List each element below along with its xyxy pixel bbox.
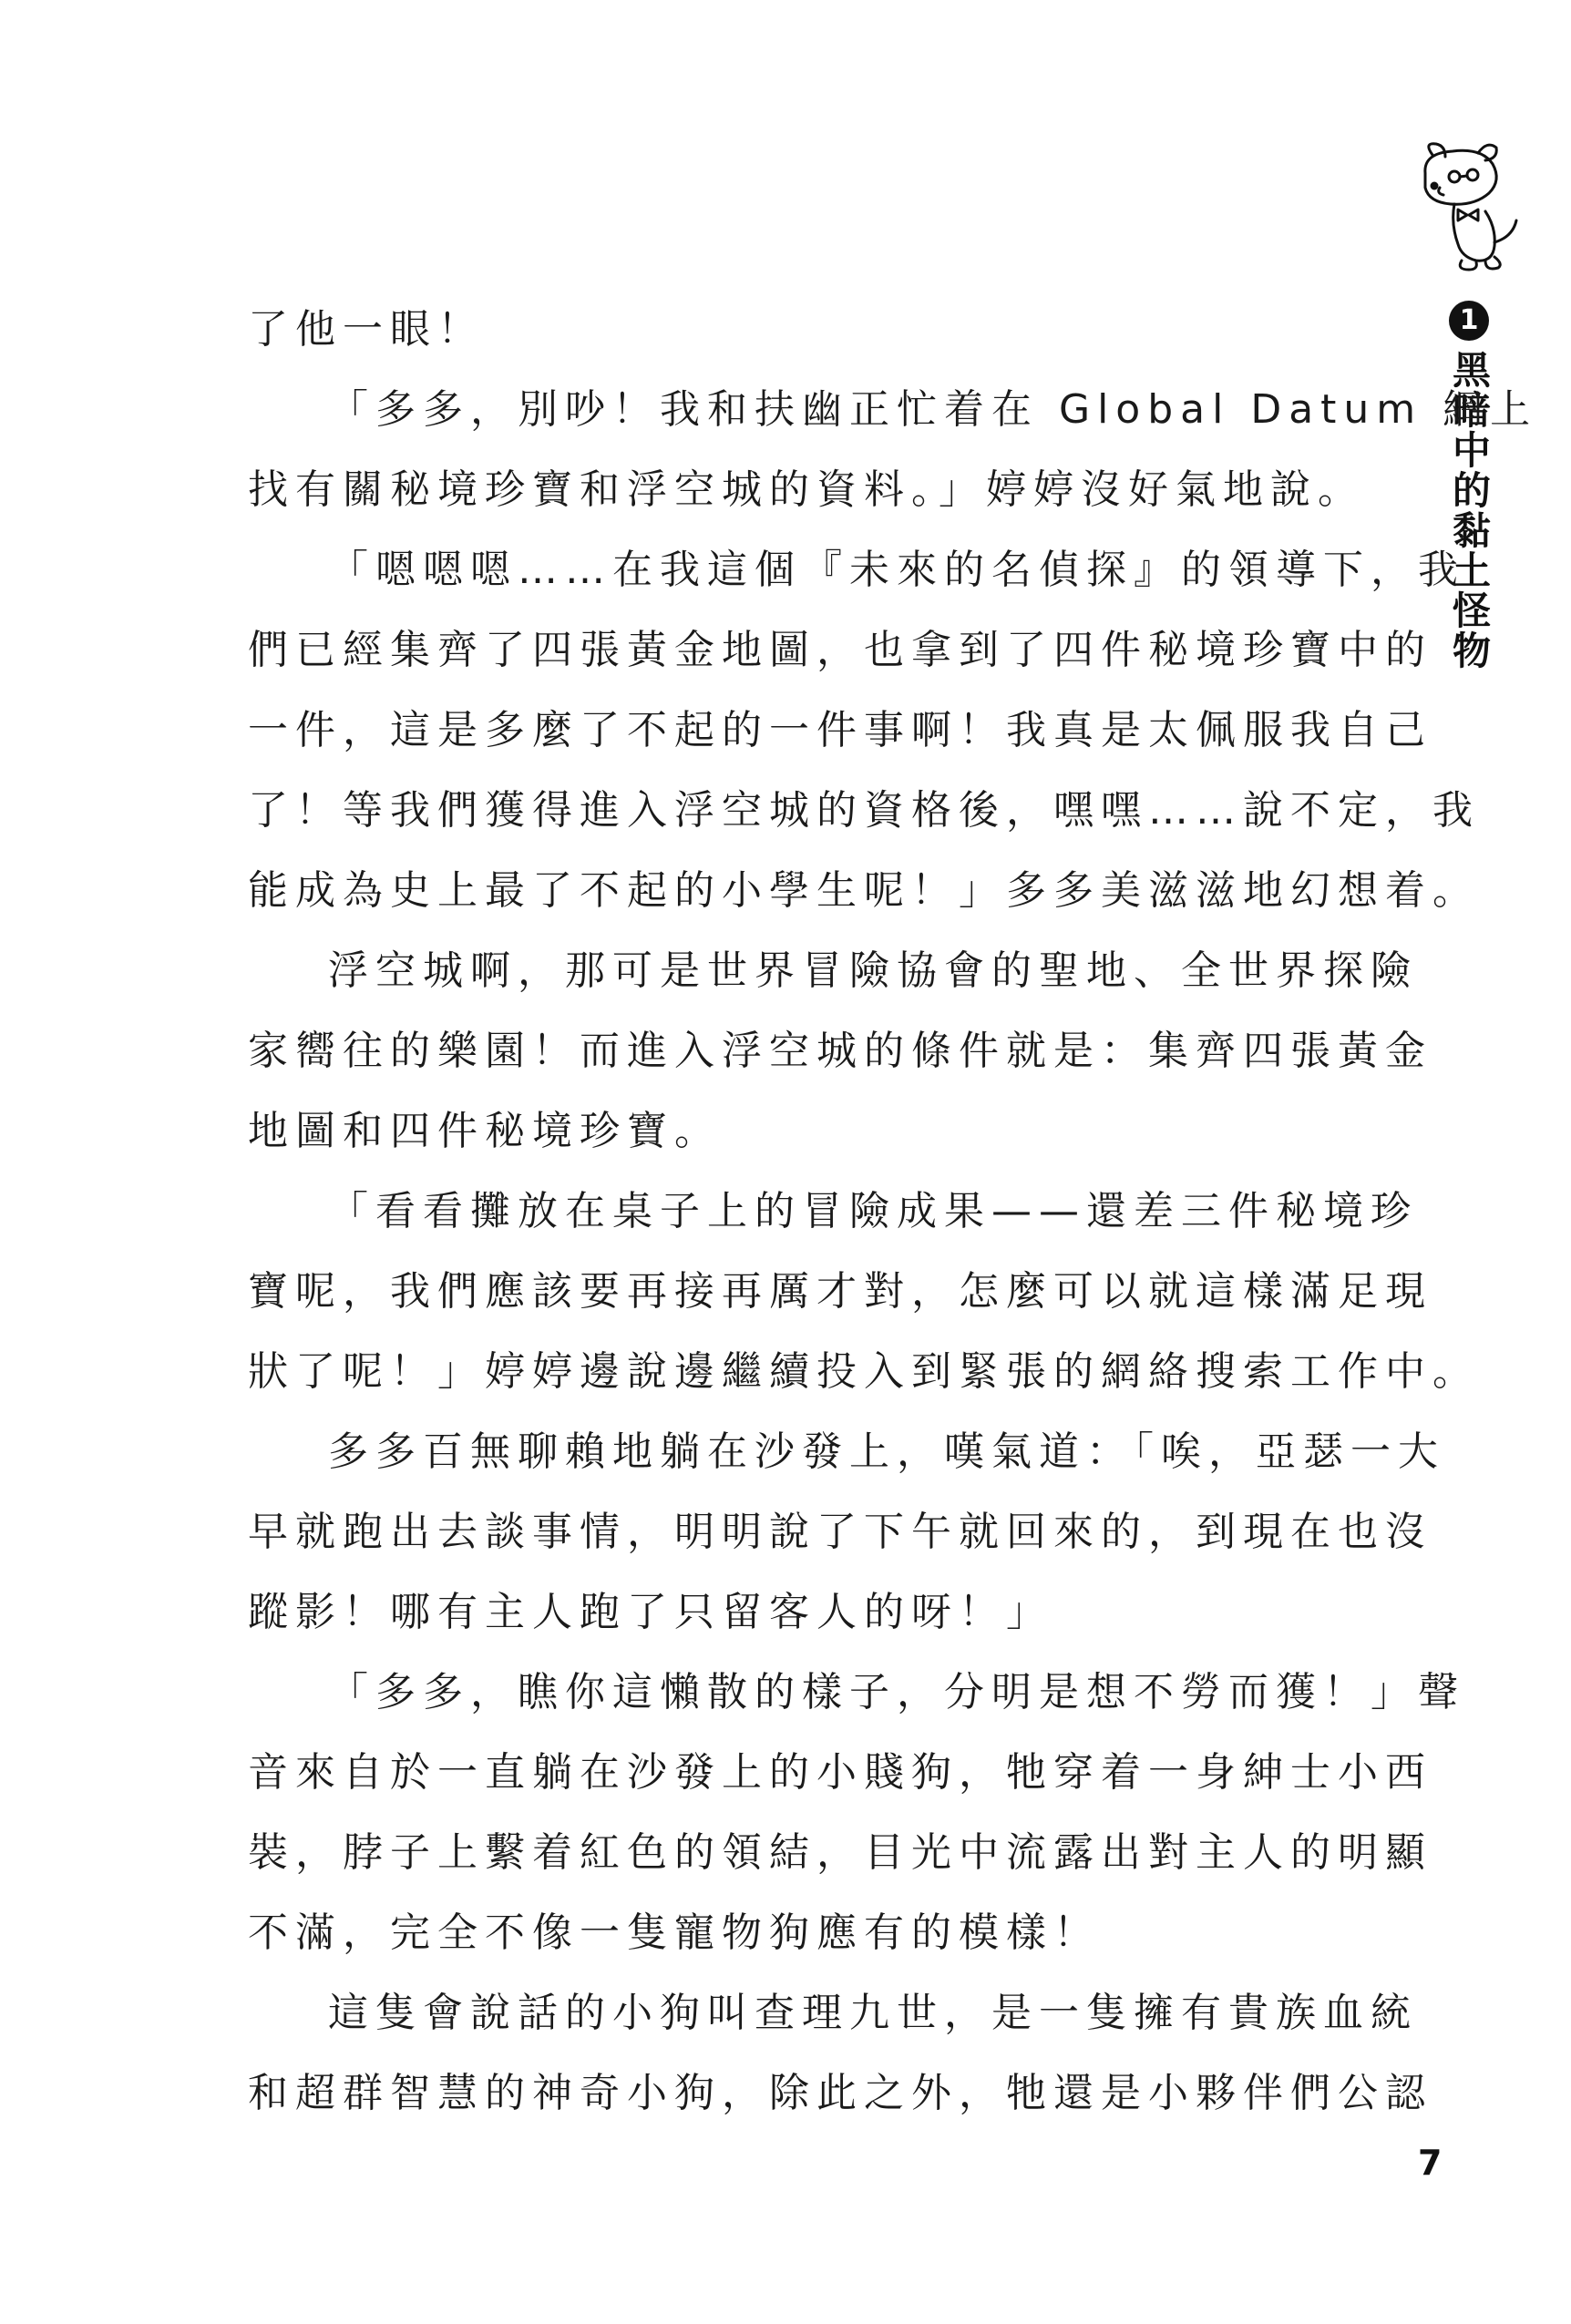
chapter-tab <box>1436 301 1502 671</box>
text-line: 了他一眼！ <box>248 306 485 353</box>
chapter-title: 黑暗中的黏土怪物 <box>1447 350 1492 671</box>
chapter-number-badge: 1 <box>1449 301 1489 341</box>
text-line: 蹤影！哪有主人跑了只留客人的呀！」 <box>248 1589 1053 1635</box>
text-line: 找有關秘境珍寶和浮空城的資料。」婷婷沒好氣地說。 <box>248 466 1365 513</box>
text-line: 地圖和四件秘境珍寶。 <box>248 1108 722 1154</box>
text-line: 一件，這是多麼了不起的一件事啊！我真是太佩服我自己 <box>248 707 1432 753</box>
text-line: 和超群智慧的神奇小狗，除此之外，牠還是小夥伴們公認 <box>248 2070 1432 2116</box>
text-line: 裝，脖子上繫着紅色的領結，目光中流露出對主人的明顯 <box>248 1829 1432 1876</box>
text-line: 們已經集齊了四張黃金地圖，也拿到了四件秘境珍寶中的 <box>248 627 1432 673</box>
text-line: 能成為史上最了不起的小學生呢！」多多美滋滋地幻想着。 <box>248 867 1480 914</box>
text-line: 了！等我們獲得進入浮空城的資格後，嘿嘿……說不定，我 <box>248 787 1480 834</box>
text-line: 「嗯嗯嗯……在我這個『未來的名偵探』的領導下，我 <box>328 547 1465 593</box>
text-line: 家嚮往的樂園！而進入浮空城的條件就是：集齊四張黃金 <box>248 1028 1432 1074</box>
text-line: 這隻會說話的小狗叫查理九世，是一隻擁有貴族血統 <box>328 1990 1418 2036</box>
page-number: 7 <box>1418 2143 1443 2183</box>
text-line: 多多百無聊賴地躺在沙發上，嘆氣道：「唉，亞瑟一大 <box>328 1428 1445 1475</box>
text-line: 「多多，瞧你這懶散的樣子，分明是想不勞而獲！」聲 <box>328 1669 1465 1715</box>
dog-mascot-icon <box>1398 137 1525 282</box>
text-line: 早就跑出去談事情，明明說了下午就回來的，到現在也沒 <box>248 1509 1432 1555</box>
text-line: 「多多，別吵！我和扶幽正忙着在 Global Datum 網上 <box>328 386 1538 433</box>
text-line: 「看看攤放在桌子上的冒險成果——還差三件秘境珍 <box>328 1188 1418 1234</box>
text-line: 不滿，完全不像一隻寵物狗應有的模樣！ <box>248 1909 1101 1956</box>
text-line: 寶呢，我們應該要再接再厲才對，怎麼可以就這樣滿足現 <box>248 1268 1432 1315</box>
text-line: 音來自於一直躺在沙發上的小賤狗，牠穿着一身紳士小西 <box>248 1749 1432 1796</box>
text-line: 浮空城啊，那可是世界冒險協會的聖地、全世界探險 <box>328 947 1418 994</box>
text-line: 狀了呢！」婷婷邊說邊繼續投入到緊張的網絡搜索工作中。 <box>248 1348 1480 1395</box>
